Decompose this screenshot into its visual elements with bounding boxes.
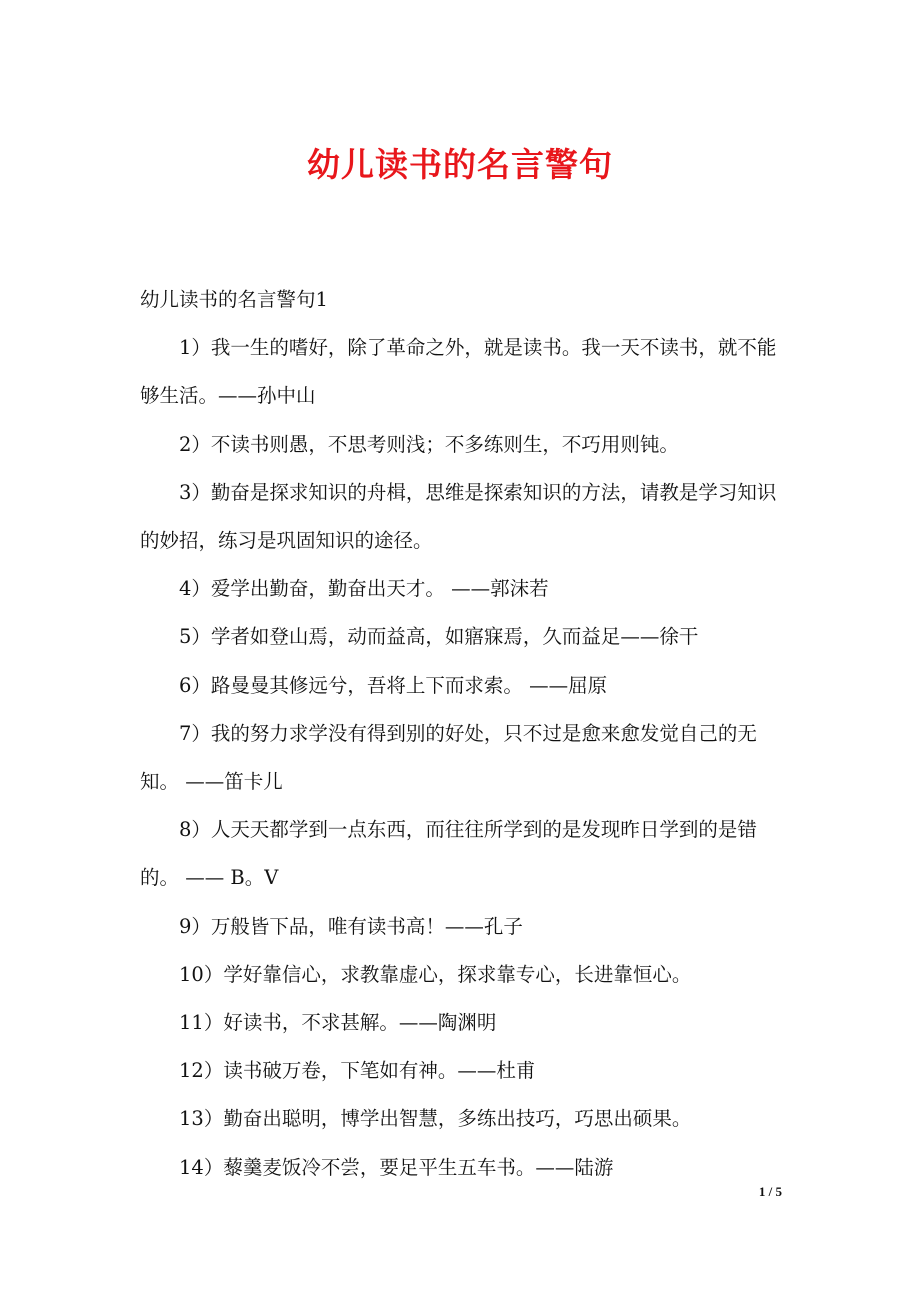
document-body [140,276,782,1192]
quote-paragraph-4: 4）爱学出勤奋，勤奋出天才。 ——郭沫若 [179,577,549,601]
quote-paragraph-6: 6）路曼曼其修远兮，吾将上下而求索。 ——屈原 [179,673,608,697]
quote-paragraph-13: 13）勤奋出聪明，博学出智慧，多练出技巧，巧思出硕果。 [179,1107,692,1131]
page-number: 1 / 5 [758,1184,782,1199]
section-heading: 幼儿读书的名言警句1 [140,288,328,311]
quote-paragraph-3: 3）勤奋是探求知识的舟楫，思维是探索知识的方法，请教是学习知识的妙招，练习是巩固知识的途径。 [140,480,777,553]
quote-paragraph-2: 2）不读书则愚，不思考则浅；不多练则生，不巧用则钝。 [179,432,679,456]
quote-paragraph-7: 7）我的努力求学没有得到别的好处，只不过是愈来愈发觉自己的无知。 ——笛卡儿 [140,721,757,794]
quote-paragraph-9: 9）万般皆下品，唯有读书高！——孔子 [179,914,523,938]
document-title: 幼儿读书的名言警句 [307,145,613,184]
quote-paragraph-8: 8）人天天都学到一点东西，而往往所学到的是发现昨日学到的是错的。 —— B。V [140,818,757,890]
quote-paragraph-1: 1）我一生的嗜好，除了革命之外，就是读书。我一天不读书，就不能够生活。——孙中山 [140,336,777,408]
quote-paragraph-12: 12）读书破万卷，下笔如有神。——杜甫 [179,1059,536,1083]
quote-paragraph-14: 14）藜羹麦饭冷不尝，要足平生五车书。——陆游 [179,1155,614,1179]
quote-paragraph-10: 10）学好靠信心，求教靠虚心，探求靠专心，长进靠恒心。 [179,962,692,986]
quote-paragraph-11: 11）好读书，不求甚解。——陶渊明 [179,1011,497,1035]
quote-paragraph-5: 5）学者如登山焉，动而益高，如寤寐焉，久而益足——徐干 [179,625,699,649]
